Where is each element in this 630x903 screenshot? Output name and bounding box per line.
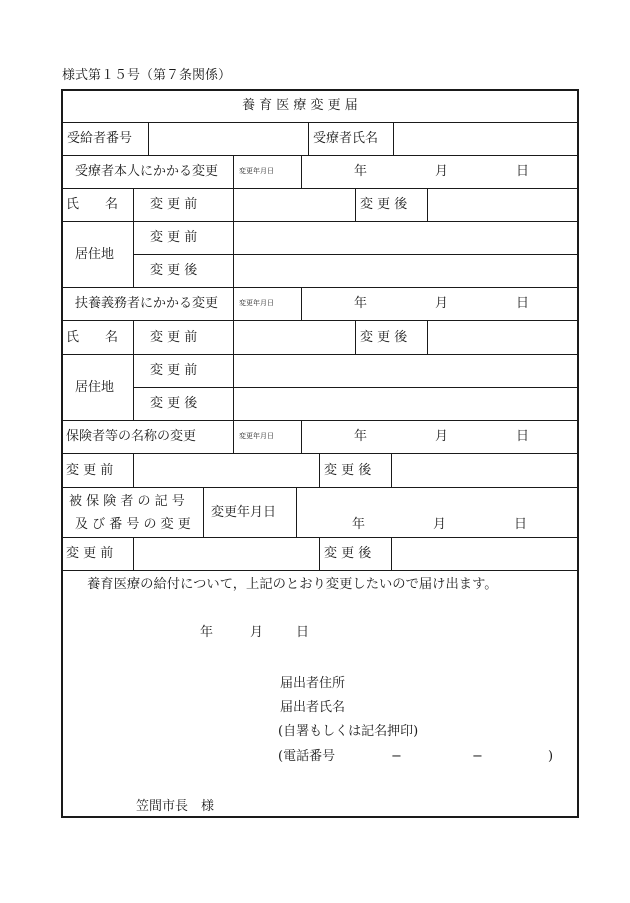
rule — [62, 354, 579, 355]
rule — [62, 320, 579, 321]
rule — [62, 221, 579, 222]
address-label: 居住地 — [75, 247, 115, 262]
rule — [301, 420, 302, 453]
after-label: 変 更 後 — [150, 396, 198, 411]
rule — [301, 155, 302, 188]
rule — [427, 188, 428, 221]
before-label: 変 更 前 — [150, 363, 198, 378]
submitter-name-label: 届出者氏名 — [280, 700, 346, 715]
day-label: 日 — [296, 625, 310, 640]
before-label: 変 更 前 — [150, 197, 198, 212]
addressee: 笠間市長 様 — [136, 799, 215, 814]
recipient-number-label: 受給者番号 — [67, 131, 133, 146]
rule — [233, 155, 234, 188]
year-label: 年 — [200, 625, 214, 640]
rule — [233, 420, 234, 453]
form-number: 様式第１５号（第７条関係） — [62, 68, 232, 83]
statement: 養育医療の給付について，上記のとおり変更したいので届け出ます。 — [87, 577, 498, 592]
rule — [391, 537, 392, 570]
phone-separator: − — [391, 749, 402, 764]
day-label: 日 — [516, 164, 530, 179]
before-label: 変 更 前 — [150, 330, 198, 345]
rule — [148, 122, 149, 155]
year-label: 年 — [354, 296, 368, 311]
rule — [62, 570, 579, 571]
rule — [308, 122, 309, 155]
before-label: 変 更 前 — [150, 230, 198, 245]
patient-name-label: 受療者氏名 — [313, 131, 379, 146]
rule — [233, 188, 234, 287]
insurer-change-label: 保険者等の名称の変更 — [66, 429, 197, 444]
day-label: 日 — [516, 296, 530, 311]
month-label: 月 — [250, 625, 264, 640]
before-label: 変 更 前 — [66, 546, 114, 561]
submitter-address-label: 届出者住所 — [280, 676, 346, 691]
month-label: 月 — [435, 296, 449, 311]
rule — [133, 387, 579, 388]
rule — [391, 453, 392, 487]
month-label: 月 — [433, 517, 447, 532]
insured-number-label: 被 保 険 者 の 記 号 — [69, 494, 185, 509]
seal-note: (自署もしくは記名押印) — [278, 724, 419, 739]
rule — [133, 188, 134, 287]
day-label: 日 — [514, 517, 528, 532]
change-date-label: 変更年月日 — [239, 432, 274, 440]
after-label: 変 更 後 — [360, 330, 408, 345]
rule — [319, 453, 320, 487]
after-label: 変 更 後 — [150, 263, 198, 278]
rule — [319, 537, 320, 570]
rule — [133, 254, 579, 255]
rule — [355, 320, 356, 354]
name-label: 氏 名 — [66, 330, 119, 345]
year-label: 年 — [354, 429, 368, 444]
rule — [233, 320, 234, 420]
year-label: 年 — [352, 517, 366, 532]
rule — [62, 420, 579, 421]
day-label: 日 — [516, 429, 530, 444]
guardian-change-label: 扶養義務者にかかる変更 — [75, 296, 219, 311]
rule — [301, 287, 302, 320]
after-label: 変 更 後 — [360, 197, 408, 212]
rule — [203, 487, 204, 537]
rule — [133, 453, 134, 487]
rule — [62, 188, 579, 189]
month-label: 月 — [435, 429, 449, 444]
rule — [62, 122, 579, 123]
phone-separator: − — [472, 749, 483, 764]
patient-change-label: 受療者本人にかかる変更 — [75, 164, 219, 179]
phone-close: ) — [548, 749, 554, 764]
rule — [427, 320, 428, 354]
change-date-label: 変更年月日 — [239, 167, 274, 175]
insured-number-label: 及 び 番 号 の 変 更 — [75, 517, 191, 532]
year-label: 年 — [354, 164, 368, 179]
rule — [62, 537, 579, 538]
rule — [133, 537, 134, 570]
rule — [62, 287, 579, 288]
rule — [296, 487, 297, 537]
change-date-label: 変更年月日 — [211, 505, 277, 520]
month-label: 月 — [435, 164, 449, 179]
rule — [62, 155, 579, 156]
rule — [62, 487, 579, 488]
rule — [62, 453, 579, 454]
rule — [133, 320, 134, 420]
before-label: 変 更 前 — [66, 463, 114, 478]
phone-label: (電話番号 — [278, 749, 336, 764]
form-title: 養 育 医 療 変 更 届 — [242, 98, 358, 113]
rule — [393, 122, 394, 155]
address-label: 居住地 — [75, 380, 115, 395]
change-date-label: 変更年月日 — [239, 299, 274, 307]
after-label: 変 更 後 — [324, 546, 372, 561]
after-label: 変 更 後 — [324, 463, 372, 478]
rule — [355, 188, 356, 221]
name-label: 氏 名 — [66, 197, 119, 212]
rule — [233, 287, 234, 320]
